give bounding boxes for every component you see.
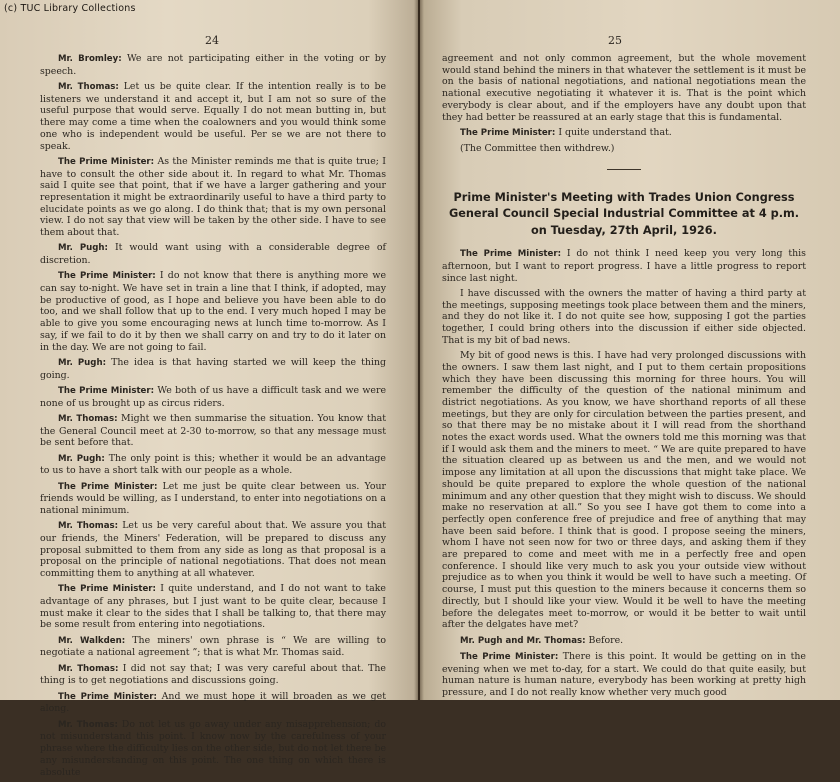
- speaker-name: The Prime Minister:: [460, 651, 559, 662]
- speech-text: And we must hope it will broaden as we get along.: [40, 690, 386, 715]
- dialogue-paragraph: [40, 663, 386, 687]
- right-page-text: [442, 53, 806, 702]
- dialogue-paragraph: [40, 385, 386, 409]
- dialogue-paragraph: [40, 242, 386, 266]
- dialogue-paragraph: [442, 248, 806, 284]
- speech-text: We are not participating either in the voting or by speech.: [40, 53, 387, 77]
- speech-text: I have discussed with the owners the matter of having a third party at the meetings, supposing meetings took place between them and the miners, and they do not like it. I do not quite see how, supposing I got the parties together, I could bring others into the discussion if either side objected. That is my bit of bad news.: [442, 288, 806, 346]
- speech-text: It would want using with a considerable degree of discretion.: [40, 242, 386, 267]
- dialogue-paragraph: [442, 651, 806, 699]
- dialogue-paragraph: [40, 357, 386, 381]
- meeting-heading: Prime Minister's Meeting with Trades Union Congress General Council Special Industrial Committee at 4 p.m. on Tuesday, 27th April, 1926.: [448, 190, 800, 237]
- speaker-name: The Prime Minister:: [58, 271, 156, 282]
- speaker-name: The Prime Minister:: [460, 127, 556, 138]
- dialogue-paragraph: [40, 156, 386, 239]
- speaker-name: Mr. Pugh and Mr. Thomas:: [460, 635, 586, 646]
- dialogue-paragraph: [442, 635, 806, 648]
- speech-text: As the Minister reminds me that is quite true; I have to consult the other side about it. In regard to what Mr. Thomas said I quite see that point, that if we have a larger gathering and your representation it might be extraordinarily useful to have a third party to elucidate points as we go along. I do think that; that is my own personal view. I do not say that view will be taken by the other side. I have to see them about that.: [40, 155, 386, 239]
- speaker-name: Mr. Walkden:: [58, 635, 126, 646]
- dialogue-paragraph: [40, 520, 386, 580]
- dialogue-paragraph: [40, 53, 386, 77]
- left-page: [0, 0, 418, 778]
- dialogue-paragraph: [40, 635, 386, 659]
- speech-text: I quite understand, and I do not want to take advantage of any phrases, but I just want to be quite clear, because I must make it clear to the sides that I shall be talking to, that there may be some result from entering into negotiations.: [40, 583, 386, 631]
- speech-text: My bit of good news is this. I have had very prolonged discussions with the owners. I saw them last night, and I put to them certain propositions which they have been discussing this morning for three hours. You will remember the difficulty of the question of the national minimum and district negotiations. As you know, we have shorthand reports of all these meetings, but they are only for circulation between the parties present, and so that there may be no mistake about it I will read from the shorthand notes the exact words used. What the owners told me this morning was that if I would ask them and the miners to meet. “ We are quite prepared to have the situation cleared up as between us and the men, and we would not impose any limitation at all upon the discussions that might take place. We should be quite prepared to explore the whole question of the national minimum and any other question that they might wish to discuss. We should make no reservation at all.” So you see I have got them to come into a perfectly open conference free of prejudice and free of anything that may have been said before. I think that is good. I propose seeing the miners, whom I have not seen now for two or three days, and asking them if they are prepared to come and meet with me in a perfectly free and open conference. I should like very much to ask you your outside view without prejudice as to when you think it would be well to have such a meeting. Of course, I must put this question to the miners because it concerns them so directly, but I should like your view. Would it be well to have the meeting before the delegates meet to-morrow, or would it be better to wait until after the delgates have met?: [442, 350, 806, 631]
- dialogue-paragraph: [442, 288, 806, 347]
- copyright-credit: (c) TUC Library Collections: [4, 3, 136, 14]
- page-number: 25: [608, 34, 622, 47]
- speaker-name: The Prime Minister:: [460, 249, 562, 260]
- dialogue-paragraph: [40, 481, 386, 517]
- section-divider: [607, 169, 641, 170]
- speaker-name: Mr. Pugh:: [58, 243, 108, 254]
- speaker-name: Mr. Thomas:: [58, 663, 119, 674]
- speech-text: The only point is this; whether it would be an advantage to us to have a short talk with our people as a whole.: [40, 452, 386, 477]
- committee-withdrew-note: (The Committee then withdrew.): [460, 143, 615, 155]
- speaker-name: Mr. Pugh:: [58, 453, 105, 464]
- speech-text: We both of us have a difficult task and we were none of us brought up as circus riders.: [40, 384, 386, 409]
- speech-text: Before.: [585, 634, 624, 646]
- dialogue-paragraph: [40, 81, 386, 152]
- speaker-name: The Prime Minister:: [58, 691, 157, 702]
- continuation-paragraph: agreement and not only common agreement, but the whole movement would stand behind the miners in that whatever the settlement is it must be on the basis of national negotiations, and national negotiations mean the national executive negotiating it whatever it is. That is the point which everybody is clear about, and if the employers have any doubt upon that they had better be reassured at an early stage that this is fundamental.: [442, 53, 806, 123]
- speaker-name: The Prime Minister:: [58, 156, 155, 167]
- speech-text: There is this point. It would be getting on in the evening when we met to-day, for a start. We could do that quite easily, but human nature is human nature, everybody has been working at pretty high pressure, and I do not really know whether very much good: [442, 650, 806, 698]
- speech-text: The idea is that having started we will keep the thing going.: [40, 356, 386, 381]
- speaker-name: Mr. Thomas:: [58, 413, 118, 424]
- speaker-name: The Prime Minister:: [58, 385, 155, 396]
- speech-text: I do not think I need keep you very long this afternoon, but I want to report progress. I have a little progress to report since last night.: [442, 248, 806, 284]
- speaker-name: Mr. Bromley:: [58, 54, 122, 64]
- book-gutter: [414, 0, 424, 700]
- speaker-name: Mr. Thomas:: [58, 521, 119, 532]
- speaker-name: Mr. Thomas:: [58, 719, 118, 730]
- dialogue-paragraph: [40, 413, 386, 449]
- speaker-name: Mr. Pugh:: [58, 357, 107, 368]
- speaker-name: The Prime Minister:: [58, 584, 156, 595]
- dialogue-paragraph: [40, 691, 386, 715]
- dialogue-paragraph: [40, 583, 386, 631]
- dialogue-paragraph: [442, 127, 806, 140]
- speech-text: I do not know that there is anything more we can say to-night. We have set in train a line that I think, if adopted, may be productive of good, as I hope and believe you have been able to do too, and we shall follow that up to the end. I very much hoped I may be able to give you some encouraging news at lunch time to-morrow. As I say, if we fail to do it by then we shall carry on and try to do it later on in the day. We are not going to fail.: [40, 270, 386, 353]
- speech-text: Let us be quite clear. If the intention really is to be listeners we understand it and accept it, but I am not so sure of the useful purpose that would serve. Equally I do not mean butting in, but there may come a time when the coalowners and you would think some one who is independent would be useful. Per se we are not there to speak.: [40, 81, 387, 152]
- dialogue-paragraph: [40, 270, 386, 353]
- speech-text: Let us be very careful about that. We assure you that our friends, the Miners' Federation, will be prepared to discuss any proposal submitted to them from any side as long as that proposal is a proposal on the principle of national negotiations. That does not mean committing them to anything at all whatever.: [40, 520, 386, 580]
- speech-text: I did not say that; I was very careful about that. The thing is to get negotiations and discussions going.: [40, 662, 386, 687]
- left-page-text: [40, 53, 386, 782]
- speech-text: The miners' own phrase is “ We are willing to negotiate a national agreement ”; that is what Mr. Thomas said.: [40, 634, 386, 659]
- dialogue-paragraph: [40, 453, 386, 477]
- dialogue-paragraph: [40, 719, 386, 779]
- speaker-name: The Prime Minister:: [58, 481, 158, 492]
- page-number: 24: [205, 34, 219, 47]
- speech-text: Might we then summarise the situation. You know that the General Council meet at 2-30 to-morrow, so that any message must be sent before that.: [40, 412, 386, 449]
- speech-text: I quite understand that.: [555, 126, 672, 138]
- speech-text: Let me just be quite clear between us. Your friends would be willing, as I understand, to enter into negotiations on a national minimum.: [40, 480, 386, 516]
- right-page: [420, 0, 840, 700]
- speaker-name: Mr. Thomas:: [58, 82, 119, 92]
- speech-text: Do not let us go away under any misapprehension; do not misunderstand this point. I know now by the carefulness of your phrase where the difficulty lies on the other side, but do not let there be any misunderstanding on this point. The one thing on which there is absolute: [40, 718, 386, 778]
- dialogue-paragraph: [442, 350, 806, 631]
